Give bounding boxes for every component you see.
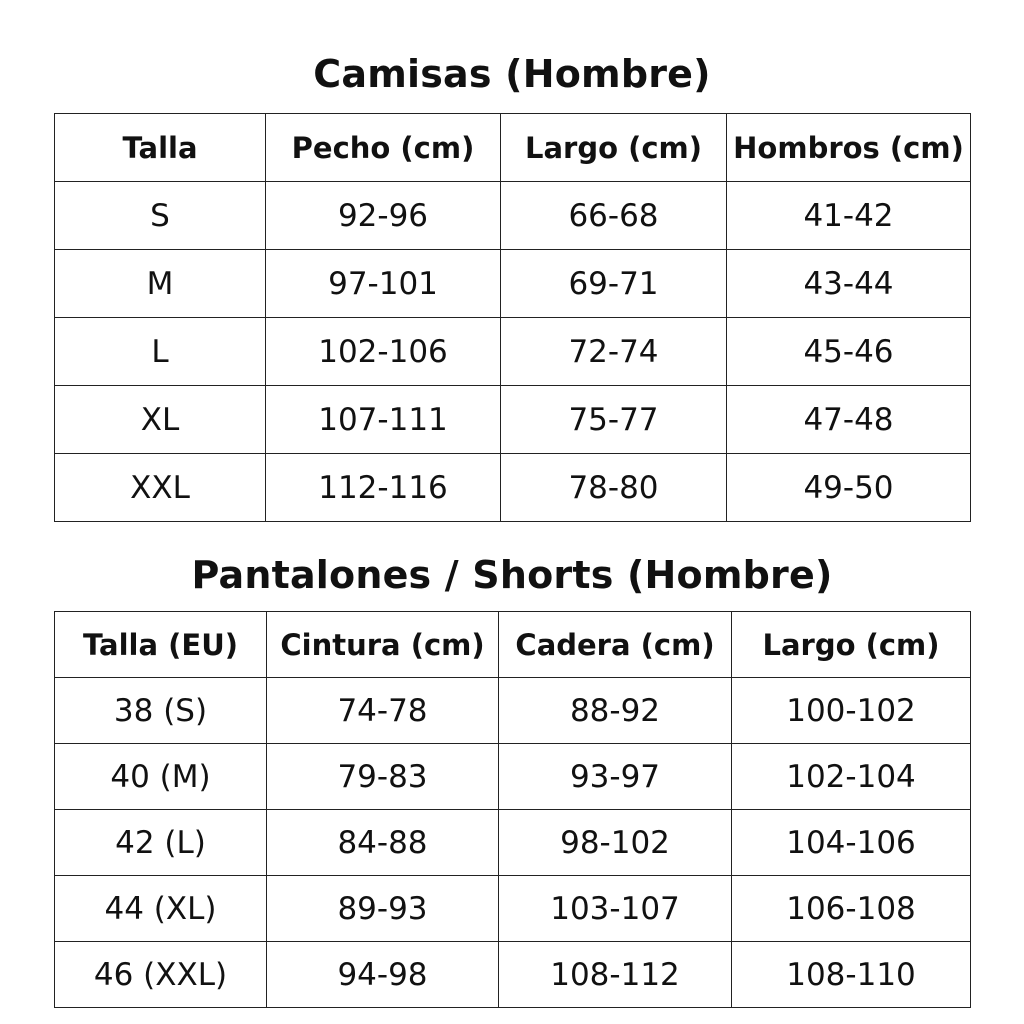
table-cell: 89-93 [267, 876, 499, 942]
table-row [55, 454, 971, 522]
table-cell: 74-78 [267, 678, 499, 744]
camisas-size-table [54, 113, 971, 522]
header-cell: Cintura (cm) [267, 612, 499, 678]
table-cell: 72-74 [501, 318, 727, 386]
table-cell: 102-106 [266, 318, 501, 386]
pantalones-title: Pantalones / Shorts (Hombre) [191, 553, 833, 597]
pantalones-size-table [54, 611, 971, 1008]
table-cell: 93-97 [499, 744, 732, 810]
table-cell: 45-46 [727, 318, 971, 386]
table-cell: 79-83 [267, 744, 499, 810]
table-cell: 66-68 [501, 182, 727, 250]
header-cell: Pecho (cm) [266, 114, 501, 182]
table-header-row [55, 114, 971, 182]
size-cell: 38 (S) [55, 678, 267, 744]
table-cell: 94-98 [267, 942, 499, 1008]
size-cell: XL [55, 386, 266, 454]
table-cell: 78-80 [501, 454, 727, 522]
table-cell: 103-107 [499, 876, 732, 942]
table-row [55, 678, 971, 744]
table-cell: 106-108 [732, 876, 971, 942]
header-cell: Talla [55, 114, 266, 182]
camisas-title: Camisas (Hombre) [313, 52, 711, 96]
table-cell: 102-104 [732, 744, 971, 810]
table-row [55, 250, 971, 318]
table-cell: 108-110 [732, 942, 971, 1008]
table-cell: 92-96 [266, 182, 501, 250]
table-row [55, 810, 971, 876]
table-cell: 88-92 [499, 678, 732, 744]
table-cell: 75-77 [501, 386, 727, 454]
size-cell: 44 (XL) [55, 876, 267, 942]
table-cell: 98-102 [499, 810, 732, 876]
table-row [55, 942, 971, 1008]
table-cell: 41-42 [727, 182, 971, 250]
header-cell: Talla (EU) [55, 612, 267, 678]
size-cell: 46 (XXL) [55, 942, 267, 1008]
header-cell: Largo (cm) [501, 114, 727, 182]
table-cell: 104-106 [732, 810, 971, 876]
table-row [55, 318, 971, 386]
header-cell: Cadera (cm) [499, 612, 732, 678]
size-cell: 42 (L) [55, 810, 267, 876]
header-cell: Hombros (cm) [727, 114, 971, 182]
table-row [55, 182, 971, 250]
table-cell: 107-111 [266, 386, 501, 454]
table-cell: 100-102 [732, 678, 971, 744]
size-cell: L [55, 318, 266, 386]
table-row [55, 744, 971, 810]
table-row [55, 386, 971, 454]
table-cell: 69-71 [501, 250, 727, 318]
table-header-row [55, 612, 971, 678]
header-cell: Largo (cm) [732, 612, 971, 678]
table-cell: 112-116 [266, 454, 501, 522]
size-cell: 40 (M) [55, 744, 267, 810]
table-cell: 49-50 [727, 454, 971, 522]
table-cell: 43-44 [727, 250, 971, 318]
table-cell: 84-88 [267, 810, 499, 876]
size-cell: XXL [55, 454, 266, 522]
table-cell: 47-48 [727, 386, 971, 454]
size-cell: M [55, 250, 266, 318]
table-row [55, 876, 971, 942]
table-cell: 97-101 [266, 250, 501, 318]
size-cell: S [55, 182, 266, 250]
table-cell: 108-112 [499, 942, 732, 1008]
